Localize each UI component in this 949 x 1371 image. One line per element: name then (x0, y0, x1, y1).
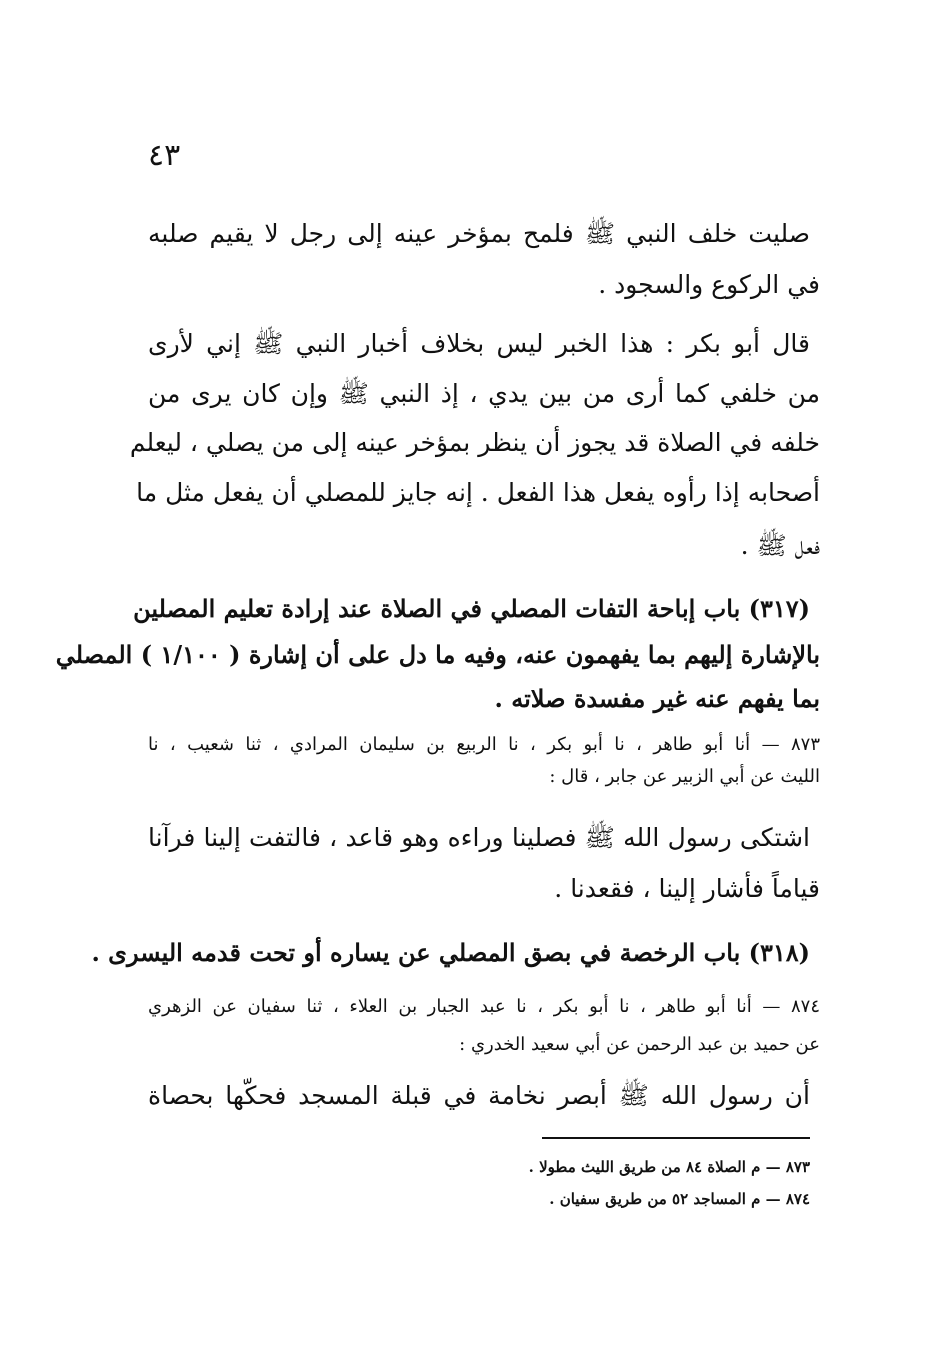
paragraph-line: من خلفي كما أرى من بين يدي ، إذ النبي ﷺ وإن كان يرى من (148, 379, 820, 408)
paragraph-line: أصحابه إذا رأوه يفعل هذا الفعل . إنه جايز للمصلي أن يفعل مثل ما (136, 478, 820, 507)
chapter-heading: (٣١٨) باب الرخصة في بصق المصلي عن يساره أو تحت قدمه اليسرى . (91, 938, 810, 967)
hadith-chain-line: ٨٧٤ — أنا أبو طاهر ، نا أبو بكر ، نا عبد الجبار بن العلاء ، ثنا سفيان عن الزهري (148, 996, 820, 1017)
page-number: ٤٣ (148, 138, 181, 173)
hadith-chain-line: الليث عن أبي الزبير عن جابر ، قال : (549, 766, 820, 787)
hadith-text-line: أن رسول الله ﷺ أبصر نخامة في قبلة المسجد فحكّها بحصاة (148, 1081, 810, 1110)
hadith-text-line: قياماً فأشار إلينا ، فقعدنا . (554, 874, 820, 903)
paragraph-line: صليت خلف النبي ﷺ فلمح بمؤخر عينه إلى رجل لا يقيم صلبه (148, 219, 810, 248)
paragraph-line: فعل ﷺ . (740, 531, 820, 560)
chapter-heading: (٣١٧) باب إباحة التفات المصلي في الصلاة عند إرادة تعليم المصلين (133, 594, 810, 623)
chapter-heading: بما يفهم عنه غير مفسدة صلاته . (494, 684, 820, 713)
chapter-heading: بالإشارة إليهم بما يفهمون عنه، وفيه ما دل على أن إشارة ( ١/١٠٠ ) المصلي (55, 640, 820, 669)
footnote-separator (542, 1137, 810, 1139)
footnote: ٨٧٤ — م المساجد ٥٢ من طريق سفيان . (549, 1190, 810, 1208)
hadith-text-line: اشتكى رسول الله ﷺ فصلينا وراءه وهو قاعد ، فالتفت إلينا فرآنا (148, 823, 810, 852)
paragraph-line: في الركوع والسجود . (598, 270, 820, 299)
paragraph-line: خلفه في الصلاة قد يجوز أن ينظر بمؤخر عينه إلى من يصلي ، ليعلم (129, 428, 820, 457)
hadith-chain-line: ٨٧٣ — أنا أبو طاهر ، نا أبو بكر ، نا الربيع بن سليمان المرادي ، ثنا شعيب ، نا (148, 734, 820, 755)
footnote: ٨٧٣ — م الصلاة ٨٤ من طريق الليث مطولا . (528, 1158, 810, 1176)
paragraph-line: قال أبو بكر : هذا الخبر ليس بخلاف أخبار النبي ﷺ إني لأرى (148, 329, 810, 358)
hadith-chain-line: عن حميد بن عبد الرحمن عن أبي سعيد الخدري : (459, 1034, 820, 1055)
